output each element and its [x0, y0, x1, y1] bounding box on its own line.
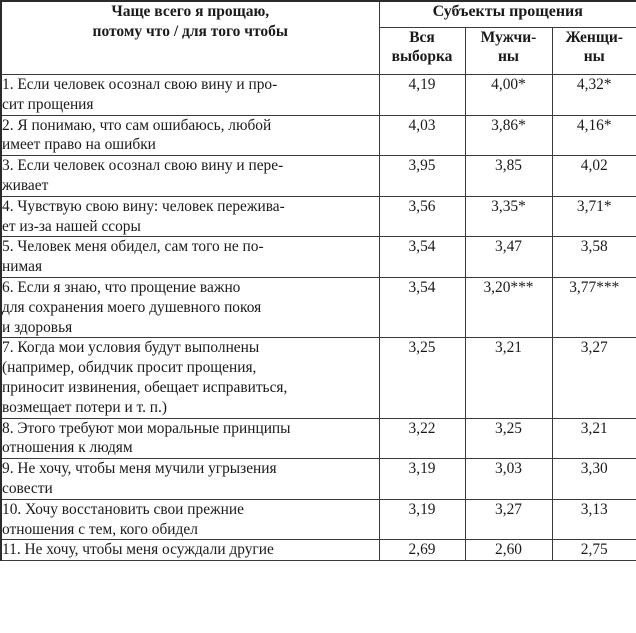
- statement-cell: [1, 156, 379, 197]
- value-cell-total: 3,22: [379, 418, 465, 459]
- statement-line: приносит извинения, обещает исправиться,: [2, 378, 288, 396]
- column-header-total-sample: [379, 28, 465, 75]
- statement-line: (например, обидчик просит прощения,: [2, 359, 257, 377]
- value-cell-women: 4,16*: [552, 115, 636, 156]
- statement-line: живает: [2, 176, 49, 194]
- value-cell-women: 3,13: [552, 499, 636, 540]
- value-cell-men: 3,47: [465, 237, 552, 278]
- statement-cell: [1, 75, 379, 116]
- value-cell-women: 3,77***: [552, 277, 636, 337]
- statement-line: 11. Не хочу, чтобы меня осуждали другие: [2, 541, 274, 559]
- table-row: [1, 75, 636, 116]
- statement-cell: [1, 237, 379, 278]
- statement-cell: [1, 338, 379, 418]
- statement-column-header: [1, 1, 379, 75]
- value-cell-women: 3,71*: [552, 196, 636, 237]
- table-body: [1, 75, 636, 561]
- value-cell-total: 4,03: [379, 115, 465, 156]
- statement-cell: [1, 115, 379, 156]
- table-row: [1, 277, 636, 337]
- column-header-total-sample-line-2: выборка: [391, 48, 453, 66]
- value-cell-men: 3,85: [465, 156, 552, 197]
- statement-cell: [1, 459, 379, 500]
- statement-line: и здоровья: [2, 318, 73, 336]
- statement-cell: [1, 499, 379, 540]
- statement-line: для сохранения моего душевного покоя: [2, 298, 262, 316]
- value-cell-total: 3,54: [379, 277, 465, 337]
- value-cell-men: 3,27: [465, 499, 552, 540]
- value-cell-total: 3,56: [379, 196, 465, 237]
- statement-line: 2. Я понимаю, что сам ошибаюсь, любой: [2, 116, 272, 134]
- statement-column-header-line-1: Чаще всего я прощаю,: [111, 3, 270, 20]
- statement-line: совести: [2, 479, 53, 497]
- statement-line: возмещает потери и т. п.): [2, 398, 167, 416]
- table-row: [1, 338, 636, 418]
- table-row: [1, 459, 636, 500]
- statement-line: 6. Если я знаю, что прощение важно: [2, 278, 241, 296]
- statement-line: нимая: [2, 258, 43, 276]
- table-row: [1, 237, 636, 278]
- statement-line: отношения к людям: [2, 439, 133, 457]
- table-row: [1, 196, 636, 237]
- column-header-women: [552, 28, 636, 75]
- statement-line: 10. Хочу восстановить свои прежние: [2, 500, 244, 518]
- column-header-men-line-1: Мужчи-: [480, 29, 537, 46]
- value-cell-total: 2,69: [379, 540, 465, 561]
- table-row: [1, 499, 636, 540]
- table-row: [1, 115, 636, 156]
- value-cell-total: 3,25: [379, 338, 465, 418]
- value-cell-men: 3,35*: [465, 196, 552, 237]
- statement-line: отношения с тем, кого обидел: [2, 520, 198, 538]
- value-cell-women: 3,58: [552, 237, 636, 278]
- statement-cell: [1, 196, 379, 237]
- value-cell-women: 3,21: [552, 418, 636, 459]
- value-cell-men: 3,21: [465, 338, 552, 418]
- group-header-subjects-of-forgiveness: Субъекты прощения: [379, 1, 636, 28]
- statement-line: сит прощения: [2, 95, 94, 113]
- statement-line: 7. Когда мои условия будут выполнены: [2, 339, 260, 357]
- statement-cell: [1, 418, 379, 459]
- value-cell-women: 4,02: [552, 156, 636, 197]
- statement-line: 9. Не хочу, чтобы меня мучили угрызения: [2, 460, 277, 478]
- value-cell-total: 3,54: [379, 237, 465, 278]
- column-header-men: [465, 28, 552, 75]
- table-row: [1, 540, 636, 561]
- value-cell-total: 3,95: [379, 156, 465, 197]
- table-row: [1, 156, 636, 197]
- statement-line: имеет право на ошибки: [2, 136, 156, 154]
- column-header-women-line-1: Женщи-: [565, 29, 624, 46]
- statement-cell: [1, 540, 379, 561]
- value-cell-women: 3,27: [552, 338, 636, 418]
- statement-line: 3. Если человек осознал свою вину и пере-: [2, 157, 284, 175]
- value-cell-women: 3,30: [552, 459, 636, 500]
- statement-column-header-line-2: потому что / для того чтобы: [92, 23, 288, 41]
- statement-line: 1. Если человек осознал свою вину и про-: [2, 76, 278, 93]
- table-header: [1, 1, 636, 75]
- value-cell-men: 3,20***: [465, 277, 552, 337]
- value-cell-women: 2,75: [552, 540, 636, 561]
- value-cell-total: 4,19: [379, 75, 465, 116]
- column-header-men-line-2: ны: [497, 48, 520, 66]
- value-cell-men: 3,03: [465, 459, 552, 500]
- value-cell-men: 4,00*: [465, 75, 552, 116]
- value-cell-women: 4,32*: [552, 75, 636, 116]
- value-cell-men: 2,60: [465, 540, 552, 561]
- value-cell-men: 3,25: [465, 418, 552, 459]
- statement-line: 8. Этого требуют мои моральные принципы: [2, 419, 291, 437]
- statement-line: 4. Чувствую свою вину: человек пережива-: [2, 197, 285, 215]
- value-cell-total: 3,19: [379, 499, 465, 540]
- statement-line: ет из-за нашей ссоры: [2, 217, 141, 235]
- value-cell-men: 3,86*: [465, 115, 552, 156]
- column-header-women-line-2: ны: [583, 48, 605, 66]
- column-header-total-sample-line-1: Вся: [409, 29, 435, 46]
- statement-line: 5. Человек меня обидел, сам того не по-: [2, 238, 264, 256]
- header-row-top: [1, 1, 636, 28]
- table-row: [1, 418, 636, 459]
- value-cell-total: 3,19: [379, 459, 465, 500]
- statement-cell: [1, 277, 379, 337]
